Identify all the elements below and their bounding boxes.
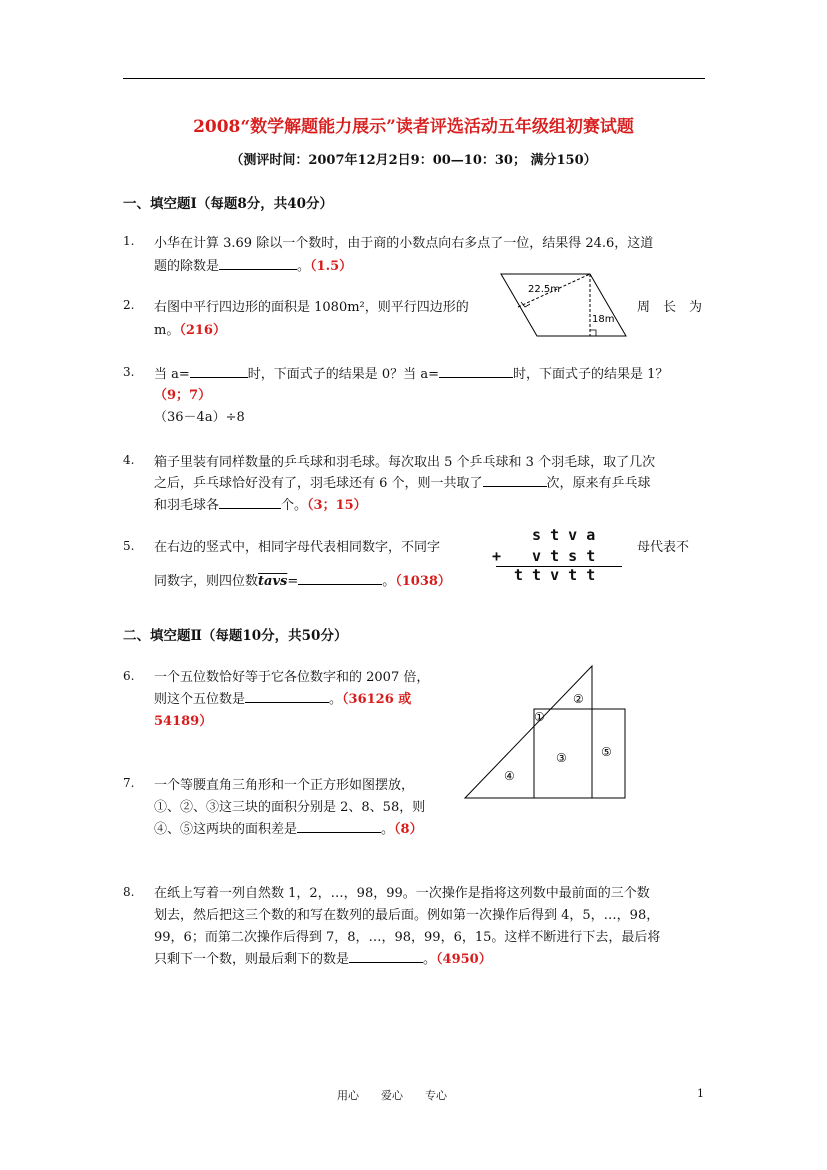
q3-answer: （9；7） bbox=[154, 388, 212, 403]
q5-line2a: 同数字，则四位数 bbox=[154, 574, 259, 589]
header-rule bbox=[123, 78, 705, 79]
q5-number: 5. bbox=[123, 539, 135, 553]
q4-line2 bbox=[154, 472, 651, 491]
label-region-4: ④ bbox=[504, 769, 515, 783]
q6-answer-1: （36126 或 bbox=[342, 692, 412, 707]
cryptarithm-row-1: s t v a bbox=[514, 526, 596, 544]
q8-line2: 划去，然后把这三个数的和写在数列的最后面。例如第一次操作后得到 4，5，…，98， bbox=[154, 908, 660, 923]
q6-answer-2: 54189） bbox=[154, 714, 213, 729]
cryptarithm-plus: + bbox=[492, 547, 502, 565]
label-18m: 18m bbox=[592, 314, 615, 325]
q7-line2: ①、②、③这三块的面积分别是 2、8、58，则 bbox=[154, 800, 426, 815]
parallelogram-shape bbox=[501, 274, 626, 336]
q3-line1 bbox=[154, 363, 668, 382]
right-angle-mark-2 bbox=[590, 330, 596, 336]
q3-part3: 时，下面式子的结果是 1？ bbox=[512, 367, 669, 382]
q4-line3 bbox=[154, 494, 367, 513]
q4-line2a: 之后，乒乓球恰好没有了，羽毛球还有 6 个，则一共取了 bbox=[154, 476, 483, 491]
q3-part2: 时，下面式子的结果是 0？当 a= bbox=[247, 367, 439, 382]
label-22-5m: 22.5m bbox=[528, 284, 561, 295]
q8-line4-text: 只剩下一个数，则最后剩下的数是 bbox=[154, 952, 350, 967]
q2-line1: 右图中平行四边形的面积是 1080m²，则平行四边形的 bbox=[154, 300, 469, 315]
q4-line2b: 次，原来有乒乓球 bbox=[546, 476, 651, 491]
q4-number: 4. bbox=[123, 453, 135, 467]
footer-center-text: 用心 爱心 专心 bbox=[337, 1089, 447, 1102]
q7-line3 bbox=[154, 818, 423, 837]
q5-blank bbox=[298, 572, 382, 585]
q8-line3: 99，6；而第二次操作后得到 7，8，…，98，99，6，15。这样不断进行下去，最后将 bbox=[154, 930, 661, 945]
page-number: 1 bbox=[697, 1087, 704, 1100]
q1-answer-blank bbox=[219, 257, 297, 270]
q6-number: 6. bbox=[123, 669, 135, 683]
q5-line1: 在右边的竖式中，相同字母代表相同数字，不同字 bbox=[154, 540, 441, 555]
q3-blank-2 bbox=[439, 365, 513, 378]
q4-blank-1 bbox=[483, 474, 547, 487]
q8-answer: （4950） bbox=[436, 952, 492, 967]
cryptarithm-row-3: t t v t t bbox=[514, 566, 596, 584]
q6-after: 。 bbox=[329, 692, 343, 707]
section-2-heading: 二、填空题Ⅱ（每题10分，共50分） bbox=[123, 628, 348, 644]
q4-line1: 箱子里装有同样数量的乒乓球和羽毛球。每次取出 5 个乒乓球和 3 个羽毛球，取了几次 bbox=[154, 455, 656, 470]
q2-line1b: 周 长 为 bbox=[637, 300, 703, 315]
q6-blank bbox=[245, 690, 329, 703]
q3-blank-1 bbox=[190, 365, 248, 378]
q7-blank bbox=[297, 820, 381, 833]
right-angle-mark-1 bbox=[521, 302, 530, 307]
q4-blank-2 bbox=[219, 496, 281, 509]
q7-after: 。 bbox=[381, 822, 395, 837]
q1-line1: 小华在计算 3.69 除以一个数时，由于商的小数点向右多点了一位，结果得 24.6，这道 bbox=[154, 236, 654, 251]
q4-line3b: 个。 bbox=[281, 498, 308, 513]
label-region-2: ② bbox=[573, 692, 584, 706]
q5-overline-number: tavs bbox=[258, 574, 288, 589]
q8-line1: 在纸上写着一列自然数 1，2，…，98，99。一次操作是指将这列数中最前面的三个数 bbox=[154, 886, 650, 901]
q7-number: 7. bbox=[123, 776, 135, 790]
q4-answer: （3；15） bbox=[307, 498, 367, 513]
q2-number: 2. bbox=[123, 298, 135, 312]
section-1-heading: 一、填空题Ⅰ（每题8分，共40分） bbox=[123, 196, 333, 212]
parallelogram-figure bbox=[498, 270, 630, 342]
q7-answer: （8） bbox=[394, 822, 423, 837]
q5-line1b: 母代表不 bbox=[637, 540, 690, 555]
q6-line2 bbox=[154, 688, 411, 707]
q5-equals: = bbox=[287, 574, 299, 589]
q1-text: 题的除数是 bbox=[154, 259, 220, 274]
q1-answer: （1.5） bbox=[310, 259, 353, 274]
q8-after: 。 bbox=[423, 952, 437, 967]
q3-expression: （36－4a）÷8 bbox=[154, 410, 245, 425]
q1-number: 1. bbox=[123, 234, 135, 248]
q6-line1: 一个五位数恰好等于它各位数字和的 2007 倍， bbox=[154, 670, 430, 685]
label-region-3: ③ bbox=[556, 751, 567, 765]
triangle-square-figure bbox=[462, 662, 630, 802]
q3-number: 3. bbox=[123, 365, 135, 379]
q1-after: 。 bbox=[297, 259, 311, 274]
isosceles-right-triangle bbox=[465, 666, 592, 798]
page-subtitle: （测评时间：2007年12月2日9：00—10：30； 满分150） bbox=[230, 153, 597, 168]
page-title: 2008“数学解题能力展示”读者评选活动五年级组初赛试题 bbox=[193, 117, 634, 137]
q7-line3-text: ④、⑤这两块的面积差是 bbox=[154, 822, 298, 837]
q5-answer: （1038） bbox=[395, 574, 451, 589]
q2-unit: m。 bbox=[154, 323, 180, 338]
label-region-5: ⑤ bbox=[601, 745, 612, 759]
cryptarithm-row-2: v t s t bbox=[514, 547, 596, 565]
q5-after: 。 bbox=[382, 574, 396, 589]
q6-line2-text: 则这个五位数是 bbox=[154, 692, 246, 707]
q4-line3a: 和羽毛球各 bbox=[154, 498, 220, 513]
q2-line2 bbox=[154, 319, 226, 338]
q8-blank bbox=[349, 950, 423, 963]
q8-line4 bbox=[154, 948, 492, 967]
label-region-1: ① bbox=[534, 710, 545, 724]
q1-line2 bbox=[154, 255, 352, 274]
q7-line1: 一个等腰直角三角形和一个正方形如图摆放， bbox=[154, 778, 415, 793]
q8-number: 8. bbox=[123, 885, 135, 899]
q3-part1: 当 a= bbox=[154, 367, 190, 382]
q2-answer: （216） bbox=[179, 323, 226, 338]
q5-line2 bbox=[154, 570, 451, 589]
